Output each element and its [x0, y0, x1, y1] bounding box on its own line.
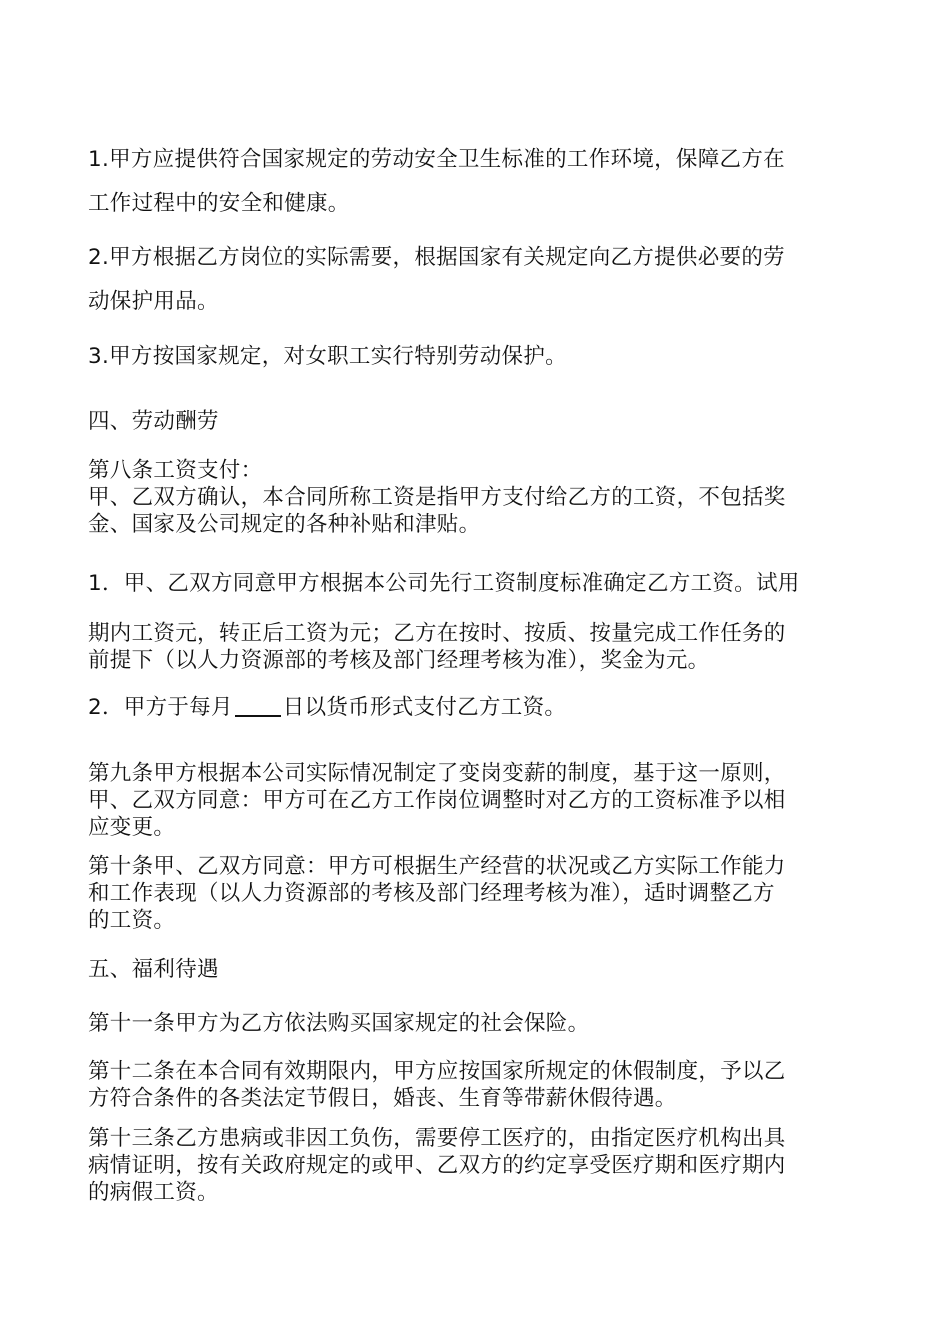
article-10-line-2: 和工作表现（以人力资源部的考核及部门经理考核为准），适时调整乙方: [88, 881, 775, 906]
item-2-line-1: [88, 686, 868, 730]
article-8-item-2: [88, 686, 868, 730]
section-5-heading: [88, 956, 868, 983]
paragraph-2-line-1: 2.甲方根据乙方岗位的实际需要，根据国家有关规定向乙方提供必要的劳: [88, 245, 785, 270]
item-1-line-1: 1．甲、乙双方同意甲方根据本公司先行工资制度标准确定乙方工资。试用: [88, 571, 800, 596]
article-12-line-1: 第十二条在本合同有效期限内，甲方应按国家所规定的休假制度，予以乙: [88, 1059, 786, 1084]
article-8-item-1: [88, 568, 868, 676]
article-13-line-2: 病情证明，按有关政府规定的或甲、乙双方的约定享受医疗期和医疗期内: [88, 1153, 786, 1178]
article-13-line-1: 第十三条乙方患病或非因工负伤，需要停工医疗的，由指定医疗机构出具: [88, 1126, 786, 1151]
article-10: [88, 853, 868, 934]
article-13: [88, 1125, 868, 1206]
article-12-line-2: 方符合条件的各类法定节假日，婚丧、生育等带薪休假待遇。: [88, 1086, 677, 1111]
item-2-text-after: 日以货币形式支付乙方工资。: [282, 695, 567, 720]
paragraph-1-line-2: 工作过程中的安全和健康。: [88, 191, 350, 216]
paragraph-2-line-2: 动保护用品。: [88, 289, 219, 314]
article-10-line-1: 第十条甲、乙双方同意：甲方可根据生产经营的状况或乙方实际工作能力: [88, 854, 786, 879]
article-9-line-1: 第九条甲方根据本公司实际情况制定了变岗变薪的制度，基于这一原则，: [88, 761, 786, 786]
item-1-line-3: 前提下（以人力资源部的考核及部门经理考核为准），奖金为元。: [88, 648, 710, 673]
article-8-line-1: 甲、乙双方确认，本合同所称工资是指甲方支付给乙方的工资，不包括奖: [88, 485, 786, 510]
section-4-heading-text: 四、劳动酬劳: [88, 409, 219, 434]
paragraph-2: [88, 236, 868, 324]
article-8: [88, 457, 868, 538]
article-8-title: 第八条工资支付：: [88, 458, 263, 483]
day-blank-underline: [235, 714, 281, 717]
section-5-heading-text: 五、福利待遇: [88, 957, 219, 982]
section-4-heading: [88, 400, 868, 444]
paragraph-1: [88, 138, 868, 226]
article-11-line-1: 第十一条甲方为乙方依法购买国家规定的社会保险。: [88, 1011, 590, 1036]
article-9-line-2: 甲、乙双方同意：甲方可在乙方工作岗位调整时对乙方的工资标准予以相: [88, 788, 786, 813]
paragraph-1-line-1: 1.甲方应提供符合国家规定的劳动安全卫生标准的工作环境，保障乙方在: [88, 147, 785, 172]
item-1-line-2: 期内工资元，转正后工资为元；乙方在按时、按质、按量完成工作任务的: [88, 621, 786, 646]
article-9-line-3: 应变更。: [88, 815, 176, 840]
article-11: [88, 1010, 868, 1037]
paragraph-3-line-1: 3.甲方按国家规定，对女职工实行特别劳动保护。: [88, 344, 567, 369]
article-8-line-2: 金、国家及公司规定的各种补贴和津贴。: [88, 512, 481, 537]
article-12: [88, 1058, 868, 1112]
paragraph-3: [88, 335, 868, 379]
article-13-line-3: 的病假工资。: [88, 1180, 219, 1205]
article-9: [88, 760, 868, 841]
article-10-line-3: 的工资。: [88, 908, 176, 933]
item-2-text-before: 2．甲方于每月: [88, 695, 233, 720]
